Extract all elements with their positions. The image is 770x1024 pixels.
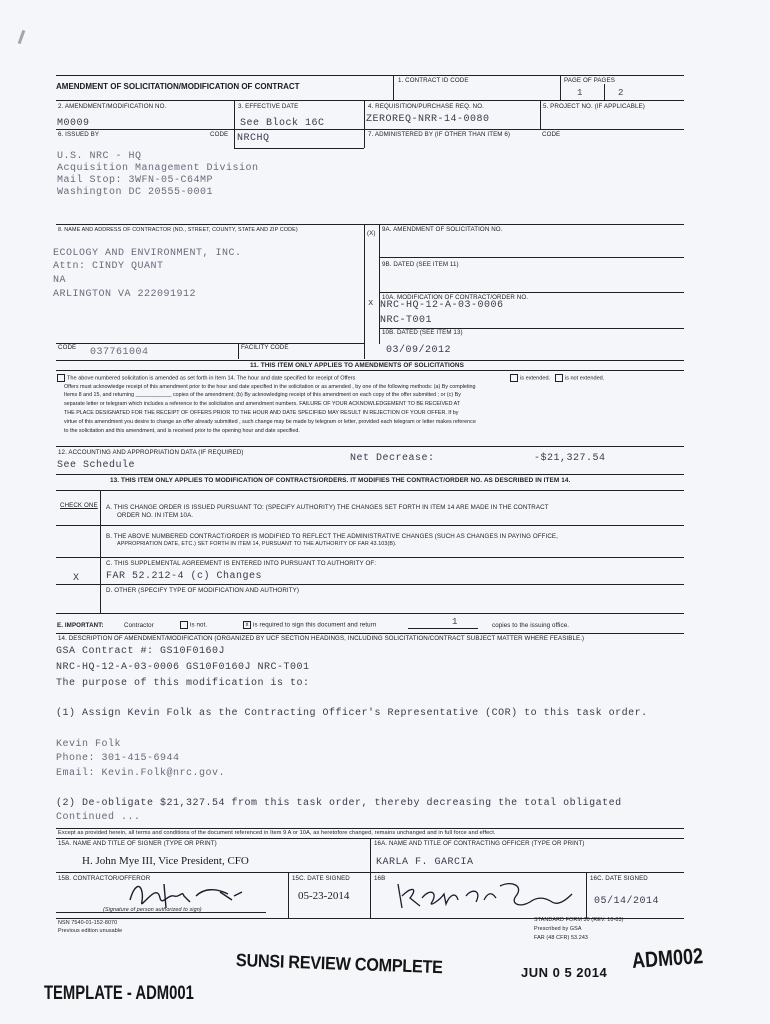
item11-line-6: virtue of this amendment you desire to change an offer already submitted , such change may be made by telegram or letter, provided each telegram or letter makes reference: [64, 419, 476, 425]
mod-contract-label: 10A. MODIFICATION OF CONTRACT/ORDER NO.: [382, 294, 529, 301]
is-required-text: is required to sign this document and return: [253, 621, 377, 629]
date-16c-label: 16C. DATE SIGNED: [590, 875, 648, 882]
is-not-extended-text: is not extended.: [564, 375, 605, 382]
date-15c-label: 15C. DATE SIGNED: [292, 875, 350, 882]
contractor-line-3: NA: [53, 275, 67, 286]
contractor-label: 8. NAME AND ADDRESS OF CONTRACTOR (NO., STREET, COUNTY, STATE AND ZIP CODE): [58, 227, 298, 233]
amendment-no: M0009: [57, 118, 90, 129]
sunsi-stamp: SUNSI REVIEW COMPLETE: [235, 950, 444, 978]
x-column-header: (X): [367, 230, 376, 237]
project-label: 5. PROJECT NO. (IF APPLICABLE): [543, 103, 645, 110]
item14-line-2: NRC-HQ-12-A-03-0006 GS10F0160J NRC-T001: [56, 662, 310, 673]
officer-signature: [392, 878, 582, 914]
important-label: E. IMPORTANT:: [57, 622, 104, 629]
page-current: 1: [577, 88, 583, 98]
mod-contract-no-2: NRC-T001: [380, 315, 433, 326]
page-label: PAGE OF PAGES: [564, 77, 615, 84]
scan-mark: [18, 30, 26, 44]
officer-name: KARLA F. GARCIA: [376, 857, 474, 868]
contract-id-label: 1. CONTRACT ID CODE: [398, 77, 469, 84]
item11-heading: 11. THIS ITEM ONLY APPLIES TO AMENDMENTS OF SOLICITATIONS: [250, 362, 465, 369]
officer-label: 16A. NAME AND TITLE OF CONTRACTING OFFICER (TYPE OR PRINT): [374, 840, 585, 847]
important-contractor: Contractor: [124, 622, 154, 629]
page-total: 2: [618, 88, 624, 98]
facility-code-label: FACILITY CODE: [241, 344, 289, 351]
checkbox-checked-icon[interactable]: x: [243, 621, 251, 629]
mod-contract-mark: x: [368, 298, 374, 308]
signer-label: 15A. NAME AND TITLE OF SIGNER (TYPE OR PRINT): [58, 840, 217, 847]
issuer-line-4: Washington DC 20555-0001: [57, 187, 214, 198]
item12-value: See Schedule: [57, 460, 136, 471]
form-title: AMENDMENT OF SOLICITATION/MODIFICATION OF CONTRACT: [56, 82, 300, 91]
dated-10b: 03/09/2012: [386, 345, 452, 356]
item11-line-4: separate letter or telegram which includes a reference to the solicitation and amendment numbers. FAILURE OF YOUR ACKNOWLEDGEMENT TO BE RECEIVED AT: [64, 401, 461, 407]
contractor-line-2: Attn: CINDY QUANT: [53, 261, 164, 272]
checkbox-icon[interactable]: [510, 374, 518, 382]
item11-extended: [510, 374, 604, 383]
issued-code: NRCHQ: [237, 133, 270, 144]
item13-c-value: FAR 52.212-4 (c) Changes: [106, 571, 263, 582]
item14-line-3: The purpose of this modification is to:: [56, 678, 310, 689]
item13-heading: 13. THIS ITEM ONLY APPLIES TO MODIFICATION OF CONTRACTS/ORDERS. IT MODIFIES THE CONTRACT/ORDER NO. AS DESCRIBED IN ITEM 14.: [110, 477, 571, 484]
us-label: 16B: [374, 875, 386, 882]
requisition-label: 4. REQUISITION/PURCHASE REQ. NO.: [368, 103, 484, 110]
template-stamp: TEMPLATE - ADM001: [44, 983, 194, 1004]
amend-solicitation-label: 9A. AMENDMENT OF SOLICITATION NO.: [382, 226, 503, 233]
far-text: FAR (48 CFR) 53.243: [534, 935, 589, 941]
effective-date-label: 3. EFFECTIVE DATE: [238, 103, 299, 110]
item14-line-12: Continued ...: [56, 812, 141, 823]
effective-date: See Block 16C: [240, 118, 325, 129]
checkbox-icon[interactable]: [555, 374, 563, 382]
important-is-not: [180, 621, 207, 629]
contractor-code-label: CODE: [58, 344, 77, 351]
check-one-label: CHECK ONE: [60, 502, 98, 509]
date-15c: 05-23-2014: [298, 890, 350, 902]
item14-line-7: Kevin Folk: [56, 739, 122, 750]
item13-a-text-2: ORDER NO. IN ITEM 10A.: [117, 512, 194, 519]
administered-label: 7. ADMINISTERED BY (IF OTHER THAN ITEM 6): [368, 131, 511, 138]
administered-code-label: CODE: [542, 131, 561, 138]
previous-text: Previous edition unusable: [58, 928, 123, 934]
copies-text: copies to the issuing office.: [492, 622, 570, 629]
issuer-line-1: U.S. NRC - HQ: [57, 151, 142, 162]
item11-line-5: THE PLACE DESIGNATED FOR THE RECEIPT OF OFFERS PRIOR TO THE HOUR AND DATE SPECIFIED MAY RESULT IN REJECTION OF YOUR OFFER. If by: [64, 410, 459, 416]
amendment-no-label: 2. AMENDMENT/MODIFICATION NO.: [58, 103, 167, 110]
sig-caption: (Signature of person authorized to sign): [103, 907, 202, 913]
prescribed-text: Prescribed by GSA: [534, 926, 582, 932]
copies-count: 1: [452, 617, 458, 627]
item11-line-7: to the solicitation and this amendment, and is received prior to the opening hour and date specified.: [64, 428, 300, 434]
signer-name: H. John Mye III, Vice President, CFO: [82, 855, 249, 867]
net-decrease-value: -$21,327.54: [534, 453, 606, 464]
contractor-code: 037761004: [90, 347, 149, 358]
item14-label: 14. DESCRIPTION OF AMENDMENT/MODIFICATION (ORGANIZED BY UCF SECTION HEADINGS, INCLUDING SOLICITATION/CONTRACT SUBJECT MATTER WHERE FEASIBLE.): [58, 635, 585, 642]
contractor-sig-label: 15B. CONTRACTOR/OFFEROR: [58, 875, 151, 882]
issued-by-label: 6. ISSUED BY: [58, 131, 100, 138]
item13-c-text: C. THIS SUPPLEMENTAL AGREEMENT IS ENTERED INTO PURSUANT TO AUTHORITY OF:: [106, 560, 377, 567]
checkbox-icon[interactable]: [57, 374, 65, 382]
item14-line-5: (1) Assign Kevin Folk as the Contracting Officer's Representative (COR) to this task order.: [56, 708, 648, 719]
item14-line-11: (2) De-obligate $21,327.54 from this task order, thereby decreasing the total obligated: [56, 798, 622, 809]
net-decrease-label: Net Decrease:: [350, 453, 435, 464]
std-form-text: STANDARD FORM 30 (REV. 10-83): [534, 917, 624, 923]
issuer-line-3: Mail Stop: 3WFN-05-C64MP: [57, 175, 214, 186]
item11-line-2: Offers must acknowledge receipt of this amendment prior to the hour and date specified in the solicitation or as amended , by one of the following methods: (a) By completing: [64, 383, 476, 390]
item12-label: 12. ACCOUNTING AND APPROPRIATION DATA (IF REQUIRED): [58, 449, 244, 456]
except-text: Except as provided herein, all terms and conditions of the document referenced in Item 9 A or 10A, as heretofore changed, remains unchanged and in full force and effect.: [58, 830, 496, 836]
item13-b-text-2: APPROPRIATION DATE, ETC.) SET FORTH IN ITEM 14, PURSUANT TO THE AUTHORITY OF FAR 43.103(B).: [117, 541, 397, 547]
contractor-line-4: ARLINGTON VA 222091912: [53, 289, 197, 300]
item14-line-9: Email: Kevin.Folk@nrc.gov.: [56, 768, 226, 779]
issued-code-label: CODE: [210, 131, 229, 138]
dated-9b-label: 9B. DATED (SEE ITEM 11): [382, 261, 459, 268]
item14-line-8: Phone: 301-415-6944: [56, 753, 180, 764]
is-not-text: is not.: [190, 621, 208, 629]
date-16c: 05/14/2014: [594, 896, 660, 907]
item13-b-text: B. THE ABOVE NUMBERED CONTRACT/ORDER IS MODIFIED TO REFLECT THE ADMINISTRATIVE CHANGES (SUCH AS CHANGES IN PAYING OFFICE,: [106, 533, 558, 540]
contractor-line-1: ECOLOGY AND ENVIRONMENT, INC.: [53, 248, 242, 259]
dated-10b-label: 10B. DATED (SEE ITEM 13): [382, 329, 463, 336]
item11-line-1: [57, 374, 355, 383]
adm-stamp: ADM002: [631, 943, 704, 973]
item11-text-1: The above numbered solicitation is amended as set forth in Item 14. The hour and date specified for receipt of Offers: [67, 375, 356, 382]
issuer-line-2: Acquisition Management Division: [57, 163, 259, 174]
nsn-text: NSN 7540-01-152-8070: [58, 920, 118, 926]
important-is-required: [243, 621, 376, 629]
item13-c-mark: X: [73, 573, 80, 584]
mod-contract-no: NRC-HQ-12-A-03-0006: [380, 300, 504, 311]
item11-line-3: Items 8 and 15, and returning ____________ copies of the amendment; (b) By acknowledging receipt of this amendment on each copy of the offer submitted ; or (c) By: [64, 392, 461, 398]
item13-d-text: D. OTHER (SPECIFY TYPE OF MODIFICATION AND AUTHORITY): [106, 587, 300, 594]
requisition-no: ZEROREQ-NRR-14-0080: [366, 114, 490, 125]
item13-a-text: A. THIS CHANGE ORDER IS ISSUED PURSUANT TO: (SPECIFY AUTHORITY) THE CHANGES SET FORTH IN ITEM 14 ARE MADE IN THE CONTRACT: [106, 504, 549, 511]
checkbox-icon[interactable]: [180, 621, 188, 629]
item14-line-1: GSA Contract #: GS10F0160J: [56, 646, 226, 657]
date-stamp: JUN 0 5 2014: [521, 965, 608, 980]
is-extended-text: is extended.: [520, 375, 551, 382]
